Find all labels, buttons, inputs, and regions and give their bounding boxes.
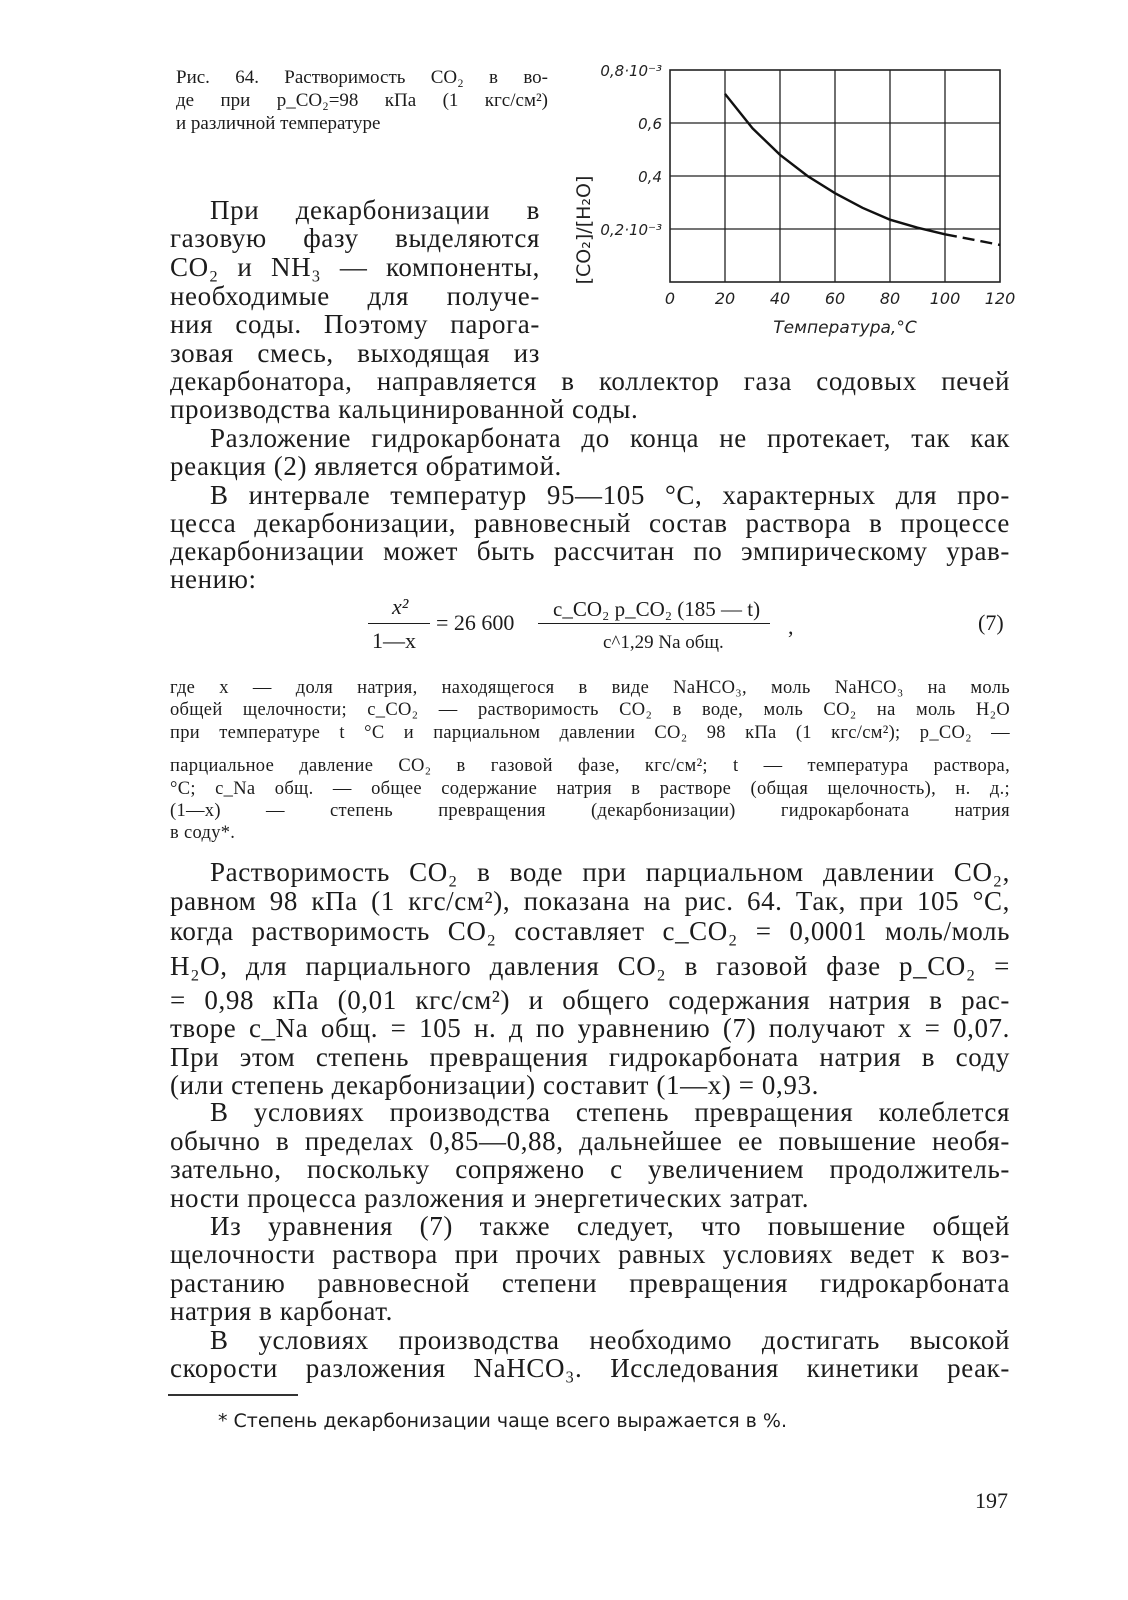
text-line: скорости разложения NaHCO₃. Исследования кинетики реак- [170, 1353, 1010, 1383]
text-line: нению: [170, 564, 257, 594]
text-line: реакция (2) является обратимой. [170, 451, 562, 481]
y-tick-label: 0,6 [638, 115, 662, 133]
text-line: парциальное давление CO₂ в газовой фазе, кгс/см²; t — температура раствора, [170, 756, 1010, 776]
text-line: газовую фазу выделяются [170, 223, 540, 253]
text-line: = 0,98 кПа (0,01 кгс/см²) и общего содержания натрия в рас- [170, 985, 1010, 1015]
text-line: При этом степень превращения гидрокарбоната натрия в соду [170, 1042, 1010, 1072]
text-line: Из уравнения (7) также следует, что повышение общей [210, 1211, 1010, 1241]
y-tick-label: 0,8·10⁻³ [600, 62, 662, 80]
figure-caption [176, 66, 548, 135]
caption-line: и различной температуре [176, 113, 381, 134]
text-line: декарбонизации может быть рассчитан по эмпирическому урав- [170, 536, 1010, 566]
text-line: когда растворимость CO₂ составляет c_CO₂ = 0,0001 моль/моль [170, 916, 1010, 946]
footnote-rule [168, 1394, 298, 1396]
text-line: °С; c_Na общ. — общее содержание натрия в растворе (общая щелочность), н. д.; [170, 779, 1010, 799]
text-line: щелочности раствора при прочих равных условиях ведет к воз- [170, 1239, 1010, 1269]
text-line: натрия в карбонат. [170, 1296, 393, 1326]
chart-grid [670, 70, 1000, 282]
text-line: при температуре t °С и парциальном давлении CO₂ 98 кПа (1 кгс/см²); p_CO₂ — [170, 723, 1010, 743]
equation-rhs-numerator: c_CO₂ p_CO₂ (185 — t) [553, 597, 761, 621]
text-line: творе c_Na общ. = 105 н. д по уравнению (7) получают x = 0,07. [170, 1013, 1010, 1043]
x-tick-label: 40 [769, 289, 791, 308]
x-tick-label: 0 [664, 289, 676, 308]
text-line: необходимые для получе- [170, 281, 540, 311]
text-line: Разложение гидрокарбоната до конца не протекает, так как [210, 423, 1010, 453]
y-axis-label: [CO₂]/[H₂O] [573, 175, 595, 285]
text-line: В условиях производства степень превращения колеблется [210, 1097, 1010, 1127]
text-line: зовая смесь, выходящая из [170, 338, 540, 368]
text-line: производства кальцинированной соды. [170, 394, 639, 424]
text-line: (или степень декарбонизации) составит (1—x) = 0,93. [170, 1070, 819, 1100]
x-tick-label: 60 [824, 289, 846, 308]
text-line: общей щелочности; c_CO₂ — растворимость CO₂ в воде, моль CO₂ на моль H₂O [170, 700, 1010, 720]
text-line: ния соды. Поэтому парога- [170, 309, 540, 339]
x-tick-label: 100 [929, 289, 961, 308]
caption-line: де при p_CO₂=98 кПа (1 кгс/см²) [176, 90, 548, 111]
text-line: зательно, поскольку сопряжено с увеличением продолжитель- [170, 1154, 1010, 1184]
fraction-bar [368, 623, 430, 624]
series-curve-extrapolated [945, 234, 1000, 245]
chart-ticks [600, 62, 1015, 308]
text-line: В интервале температур 95—105 °С, характерных для про- [210, 480, 1010, 510]
text-line: CO₂ и NH₃ — компоненты, [170, 252, 540, 282]
equation-number: (7) [978, 610, 1004, 635]
text-line: где x — доля натрия, находящегося в виде NaHCO₃, моль NaHCO₃ на моль [170, 678, 1010, 698]
page-number: 197 [975, 1488, 1008, 1513]
equation-lhs-denominator: 1—x [372, 628, 416, 653]
text-line: При декарбонизации в [210, 195, 540, 225]
text-line: равном 98 кПа (1 кгс/см²), показана на рис. 64. Так, при 105 °С, [170, 886, 1010, 916]
x-axis-label: Температура,°С [773, 318, 917, 338]
text-line: растанию равновесной степени превращения гидрокарбоната [170, 1268, 1010, 1298]
equation-equals: = 26 600 [436, 610, 515, 635]
text-line: (1—x) — степень превращения (декарбонизации) гидрокарбоната натрия [170, 801, 1010, 821]
text-line: декарбонатора, направляется в коллектор газа содовых печей [170, 366, 1010, 396]
footnote: * Степень декарбонизации чаще всего выражается в %. [218, 1410, 788, 1432]
equation-rhs-denominator: c^1,29 Na общ. [603, 632, 724, 653]
fraction-bar [538, 623, 770, 624]
x-tick-label: 80 [879, 289, 901, 308]
x-tick-label: 120 [984, 289, 1016, 308]
text-line: цесса декарбонизации, равновесный состав раствора в процессе [170, 508, 1010, 538]
text-line: в соду*. [170, 823, 236, 843]
y-tick-label: 0,2·10⁻³ [600, 221, 662, 239]
caption-line: Рис. 64. Растворимость CO₂ в во- [176, 67, 548, 88]
equation-comma: , [788, 614, 794, 639]
text-line: H₂O, для парциального давления CO₂ в газовой фазе p_CO₂ = [170, 951, 1010, 981]
text-line: В условиях производства необходимо достигать высокой [210, 1325, 1010, 1355]
text-line: обычно в пределах 0,85—0,88, дальнейшее ее повышение необя- [170, 1126, 1010, 1156]
y-tick-label: 0,4 [638, 168, 662, 186]
chart-marks [725, 94, 1000, 245]
equation-lhs-numerator: x² [392, 594, 409, 619]
text-line: ности процесса разложения и энергетических затрат. [170, 1183, 810, 1213]
x-tick-label: 20 [714, 289, 736, 308]
text-line: Растворимость CO₂ в воде при парциальном давлении CO₂, [210, 857, 1010, 887]
solubility-chart [573, 60, 1030, 345]
